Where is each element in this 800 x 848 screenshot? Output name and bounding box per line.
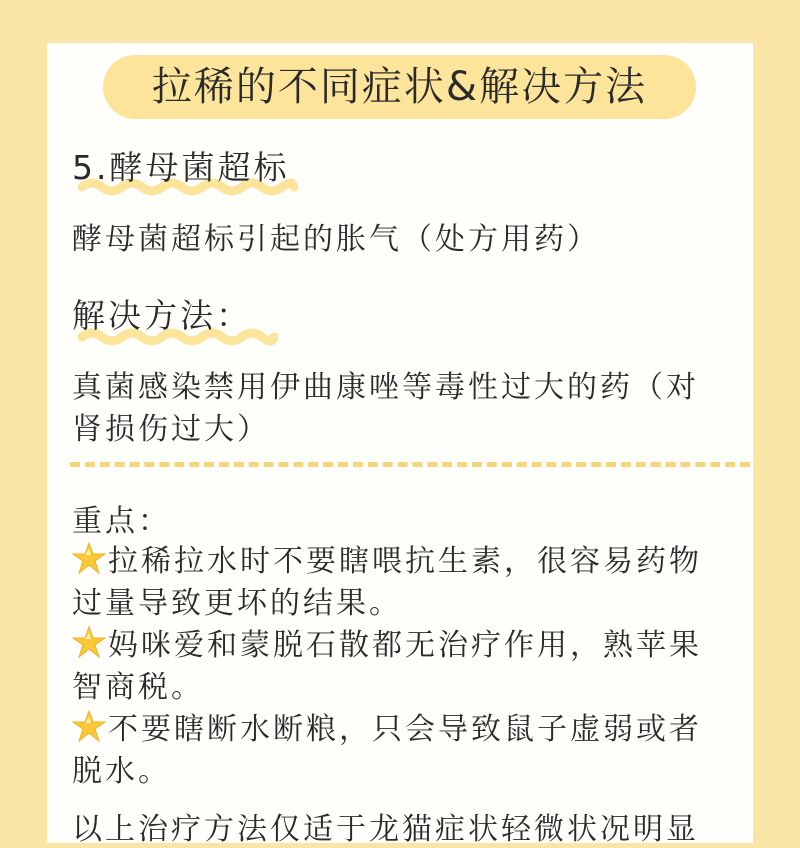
key-point-item-1-line-1 [72,536,702,580]
solution-heading: 解决方法： [72,296,252,335]
key-point-item-2-line-2: 智商税。 [72,670,204,705]
key-point-text: 妈咪爱和蒙脱石散都无治疗作用，熟苹果 [108,628,702,663]
dashed-divider [70,462,750,467]
page-title: 拉稀的不同症状&解决方法 [151,64,648,110]
key-point-item-3-line-1 [72,704,702,748]
key-point-text: 不要瞎断水断粮，只会导致鼠子虚弱或者 [108,712,702,747]
star-icon [72,541,106,575]
section-heading: 5.酵母菌超标 [72,148,290,187]
star-icon [72,709,106,743]
solution-text-line-2: 肾损伤过大） [72,412,270,447]
key-point-item-1-line-2: 过量导致更坏的结果。 [72,586,402,621]
key-point-text: 拉稀拉水时不要瞎喂抗生素，很容易药物 [108,544,702,579]
key-point-item-3-line-2: 脱水。 [72,754,171,789]
key-points-heading: 重点： [72,504,171,539]
footer-partial-text: 以上治疗方法仅适于龙猫症状轻微状况明显 [72,812,699,847]
cause-text: 酵母菌超标引起的胀气（处方用药） [72,222,600,257]
solution-text-line-1: 真菌感染禁用伊曲康唑等毒性过大的药（对 [72,370,699,405]
star-icon [72,625,106,659]
key-point-item-2-line-1 [72,620,702,664]
